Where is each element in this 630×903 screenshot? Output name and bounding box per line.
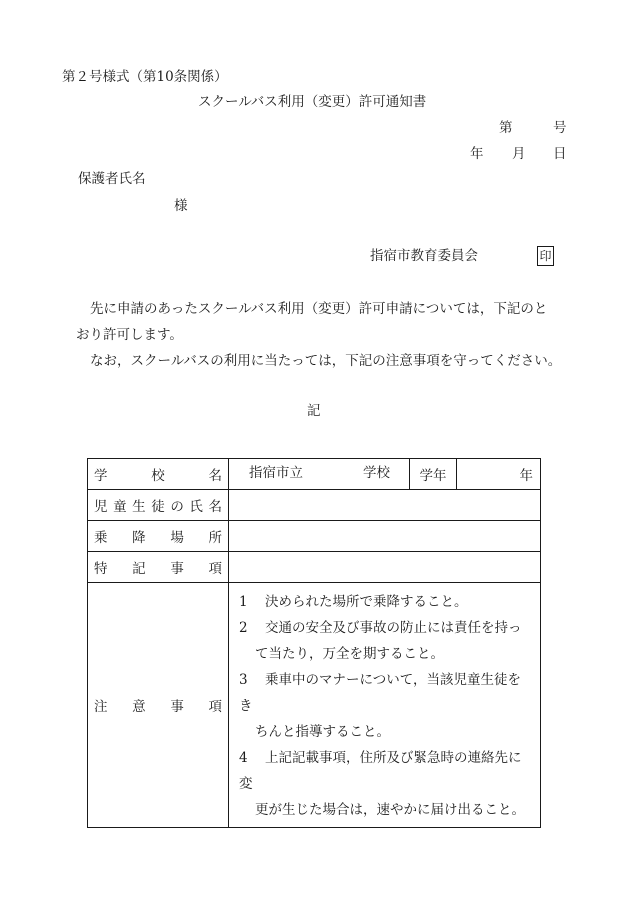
honorific: 様 bbox=[174, 198, 188, 214]
school-city-text: 指宿市立 bbox=[249, 465, 303, 481]
guardian-name-label: 保護者氏名 bbox=[78, 171, 146, 187]
note-text: 乗車中のマナーについて，当該児童生徒をき bbox=[239, 672, 521, 714]
note-item bbox=[239, 589, 530, 615]
grade-suffix-text: 年 bbox=[519, 468, 533, 484]
notes-label: 注意事項 bbox=[88, 583, 229, 828]
school-label: 学校名 bbox=[88, 459, 229, 490]
note-text-continued: 更が生じた場合は，速やかに届け出ること。 bbox=[255, 802, 525, 818]
document-number-prefix: 第 bbox=[499, 120, 513, 136]
note-text-continued: て当たり，万全を期すること。 bbox=[255, 646, 444, 662]
school-value-cell[interactable] bbox=[229, 459, 410, 490]
student-name-label: 児童生徒の氏名 bbox=[88, 490, 229, 521]
notes-value bbox=[229, 583, 541, 828]
table-row-school bbox=[88, 459, 541, 490]
table-row-notes bbox=[88, 583, 541, 828]
table-row-student-name bbox=[88, 490, 541, 521]
stop-location-value[interactable] bbox=[229, 521, 541, 552]
special-notes-value[interactable] bbox=[229, 552, 541, 583]
school-suffix-text: 学校 bbox=[363, 465, 390, 481]
date-month: 月 bbox=[512, 146, 526, 162]
body-paragraph-1-line-1: 先に申請のあったスクールバス利用（変更）許可申請については，下記のと bbox=[90, 301, 548, 317]
date-day: 日 bbox=[553, 146, 567, 162]
document-number-suffix: 号 bbox=[553, 120, 567, 136]
details-table bbox=[87, 458, 541, 828]
issuer-name: 指宿市教育委員会 bbox=[370, 248, 478, 264]
body-paragraph-2: なお，スクールバスの利用に当たっては，下記の注意事項を守ってください。 bbox=[90, 353, 562, 369]
body-paragraph-1-line-2: おり許可します。 bbox=[76, 327, 183, 343]
seal-mark: 印 bbox=[537, 246, 554, 266]
note-item bbox=[239, 615, 530, 667]
note-item bbox=[239, 667, 530, 745]
form-number: 第２号様式（第10条関係） bbox=[62, 69, 228, 85]
student-name-value[interactable] bbox=[229, 490, 541, 521]
note-text-continued: ちんと指導すること。 bbox=[255, 724, 390, 740]
note-text: 上記記載事項，住所及び緊急時の連絡先に変 bbox=[239, 750, 522, 792]
note-item bbox=[239, 745, 530, 823]
note-number: 3 bbox=[239, 672, 248, 688]
note-number: 1 bbox=[239, 594, 248, 610]
note-number: 2 bbox=[239, 620, 248, 636]
ki-heading: 記 bbox=[307, 403, 321, 419]
document-title: スクールバス利用（変更）許可通知書 bbox=[198, 94, 427, 110]
note-text: 決められた場所で乗降すること。 bbox=[265, 594, 468, 610]
date-year: 年 bbox=[470, 146, 484, 162]
grade-value-cell[interactable] bbox=[457, 459, 541, 490]
stop-location-label: 乗降場所 bbox=[88, 521, 229, 552]
note-number: 4 bbox=[239, 750, 248, 766]
table-row-special bbox=[88, 552, 541, 583]
grade-label: 学年 bbox=[410, 459, 457, 490]
table-row-stop bbox=[88, 521, 541, 552]
note-text: 交通の安全及び事故の防止には責任を持っ bbox=[265, 620, 522, 636]
special-notes-label: 特記事項 bbox=[88, 552, 229, 583]
